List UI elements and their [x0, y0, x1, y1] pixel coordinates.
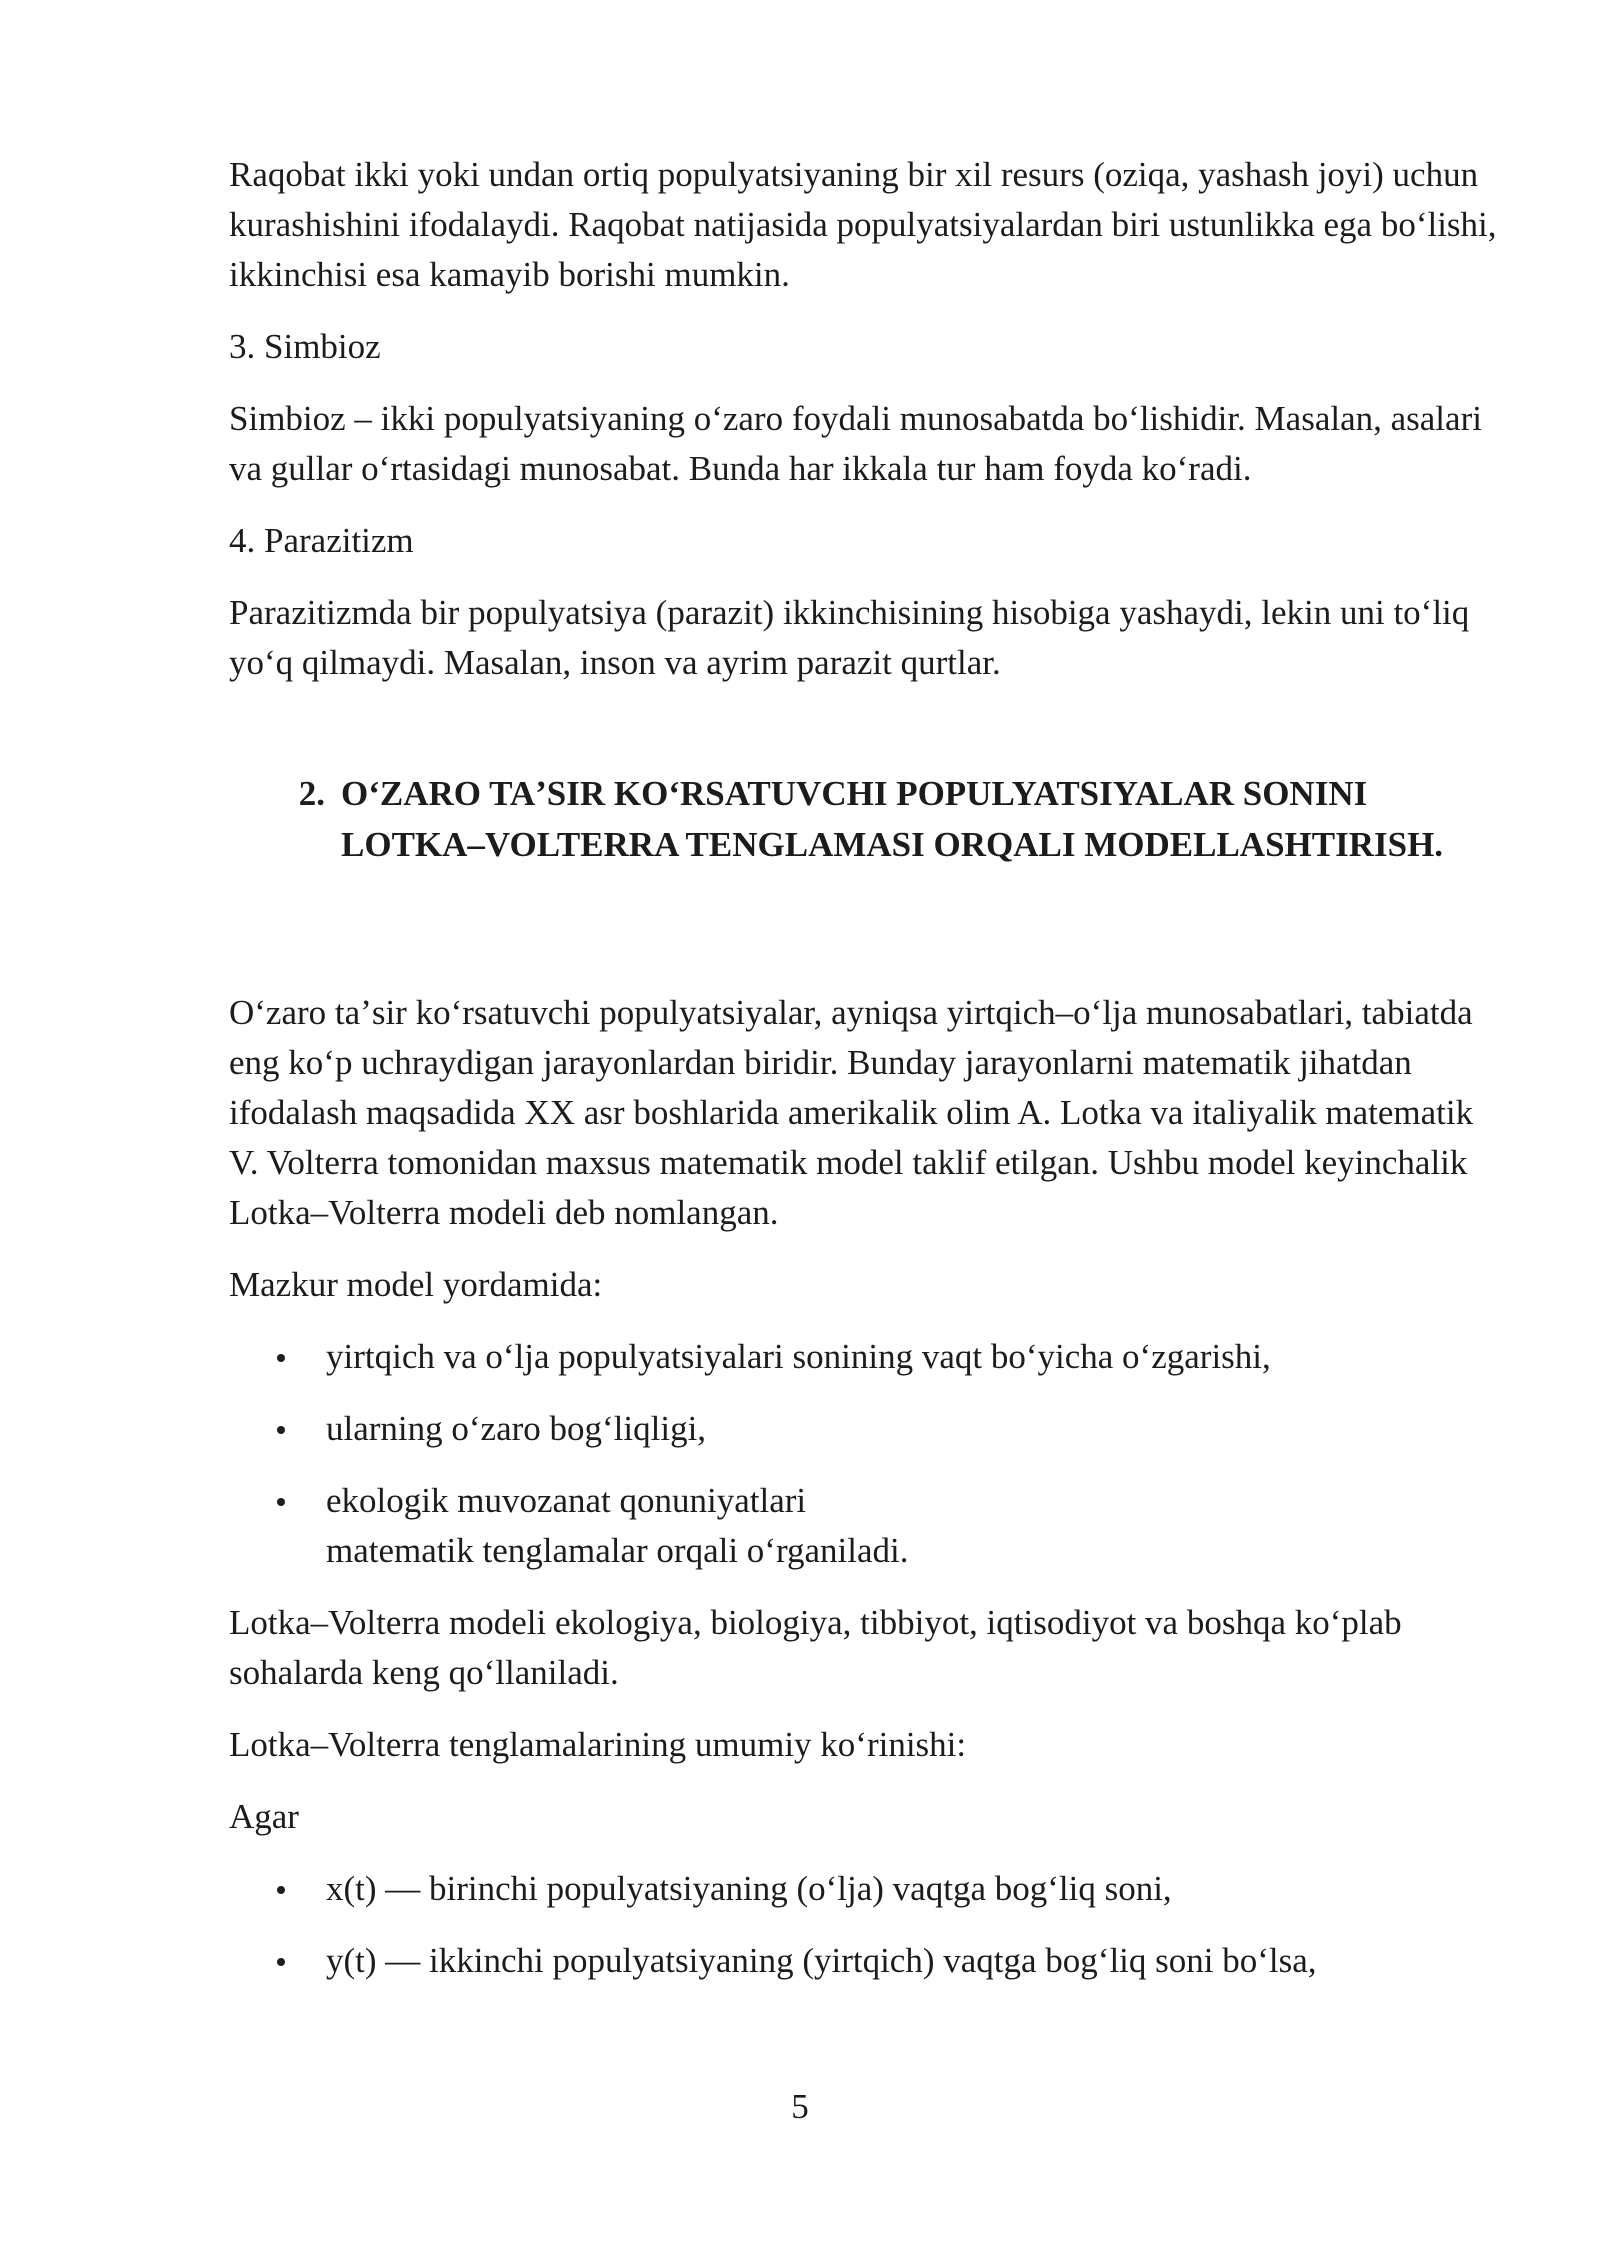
model-bullet-list — [229, 1332, 1499, 1576]
list-item — [229, 1864, 1499, 1914]
section-heading — [229, 768, 1499, 870]
subheading-parazitizm: 4. Parazitizm — [229, 521, 414, 560]
list-item — [229, 1404, 1499, 1454]
page-number: 5 — [791, 2087, 809, 2126]
document-page — [229, 150, 1499, 2008]
paragraph-model-lead: Mazkur model yordamida: — [229, 1265, 603, 1304]
paragraph-general-form: Lotka–Volterra tenglamalarining umumiy koʻrinishi: — [229, 1725, 967, 1764]
paragraph-if: Agar — [229, 1797, 299, 1836]
paragraph-raqobat: Raqobat ikki yoki undan ortiq populyatsiyaning bir xil resurs (oziqa, yashash joyi) uchun kurashishini ifodalaydi. Raqobat natijasida populyatsiyalardan biri ustunlikka ega boʻlishi, ikkinchisi esa kamayib borishi mumkin. — [229, 155, 1497, 294]
list-item-text: x(t) — birinchi populyatsiyaning (oʻlja) vaqtga bogʻliq soni, — [326, 1869, 1172, 1908]
paragraph-applications: Lotka–Volterra modeli ekologiya, biologiya, tibbiyot, iqtisodiyot va boshqa koʻplab sohalarda keng qoʻllaniladi. — [229, 1603, 1402, 1692]
list-item — [229, 1936, 1499, 1986]
list-item-text: ekologik muvozanat qonuniyatlari — [326, 1481, 807, 1520]
paragraph-intro: Oʻzaro taʼsir koʻrsatuvchi populyatsiyalar, ayniqsa yirtqich–oʻlja munosabatlari, tabiatda eng koʻp uchraydigan jarayonlardan biridir. Bunday jarayonlarni matematik jihatdan ifodalash maqsadida XX asr boshlarida amerikalik olim A. Lotka va italiyalik matematik V. Volterra tomonidan maxsus matematik model taklif etilgan. Ushbu model keyinchalik Lotka–Volterra modeli deb nomlangan. — [229, 993, 1474, 1232]
list-item — [229, 1476, 1499, 1576]
paragraph-simbioz: Simbioz – ikki populyatsiyaning oʻzaro foydali munosabatda boʻlishidir. Masalan, asalari va gullar oʻrtasidagi munosabat. Bunda har ikkala tur ham foyda koʻradi. — [229, 399, 1482, 488]
section-heading-text: OʻZARO TAʼSIR KOʻRSATUVCHI POPULYATSIYALAR SONINI LOTKA–VOLTERRA TENGLAMASI ORQALI MODELLASHTIRISH. — [341, 774, 1444, 864]
list-item-text: y(t) — ikkinchi populyatsiyaning (yirtqich) vaqtga bogʻliq soni boʻlsa, — [326, 1941, 1317, 1980]
section-heading-number: 2. — [298, 774, 325, 813]
list-item — [229, 1332, 1499, 1382]
list-item-continuation: matematik tenglamalar orqali oʻrganiladi. — [326, 1531, 909, 1570]
list-item-text: yirtqich va oʻlja populyatsiyalari sonining vaqt boʻyicha oʻzgarishi, — [326, 1337, 1271, 1376]
list-item-text: ularning oʻzaro bogʻliqligi, — [326, 1409, 707, 1448]
variable-bullet-list — [229, 1864, 1499, 1986]
paragraph-parazitizm: Parazitizmda bir populyatsiya (parazit) ikkinchisining hisobiga yashaydi, lekin uni toʻliq yoʻq qilmaydi. Masalan, inson va ayrim parazit qurtlar. — [229, 593, 1470, 682]
subheading-simbioz: 3. Simbioz — [229, 327, 381, 366]
